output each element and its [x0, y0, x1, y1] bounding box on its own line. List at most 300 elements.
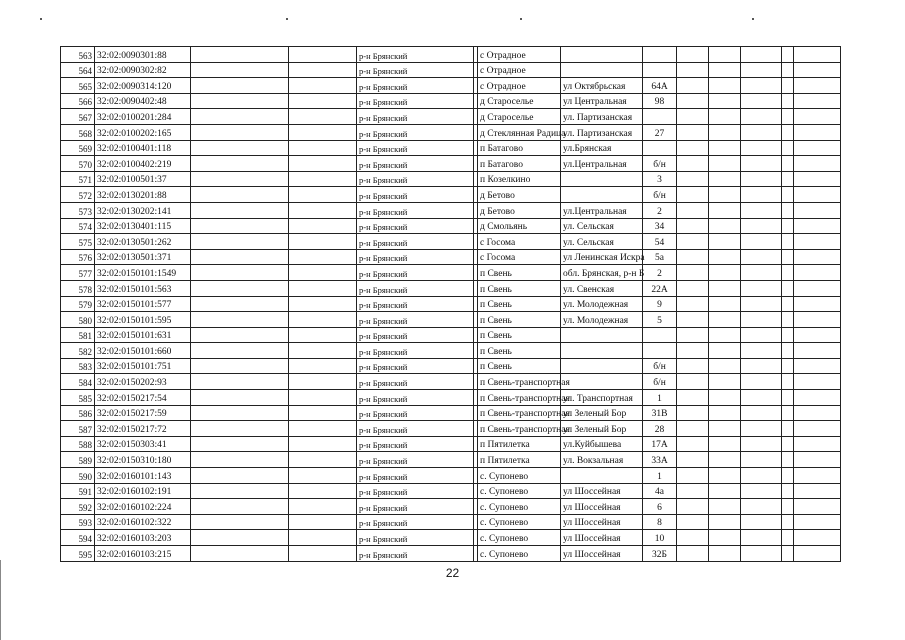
cell-c11 — [709, 468, 741, 484]
cell-c13 — [782, 265, 794, 281]
cell-c12 — [741, 514, 782, 530]
table-row — [61, 296, 841, 312]
cell-street — [561, 327, 643, 343]
cell-street: ул. Молодежная — [561, 296, 643, 312]
cell-cadastral: 32:02:0160103:203 — [95, 530, 191, 546]
cell-c4 — [289, 405, 357, 421]
cell-c13 — [782, 343, 794, 359]
cell-street: ул.Брянская — [561, 140, 643, 156]
cell-c14 — [794, 47, 841, 63]
cell-house: 10 — [643, 530, 677, 546]
cell-c10 — [677, 280, 709, 296]
cell-street — [561, 374, 643, 390]
table-row — [61, 358, 841, 374]
cell-c4 — [289, 312, 357, 328]
table-row — [61, 546, 841, 562]
cell-house: 2 — [643, 202, 677, 218]
cell-house — [643, 62, 677, 78]
cell-c14 — [794, 156, 841, 172]
cell-rayon: р-н Брянский — [357, 109, 474, 125]
cell-c3 — [191, 202, 289, 218]
cell-c3 — [191, 327, 289, 343]
cell-c3 — [191, 62, 289, 78]
cell-c13 — [782, 93, 794, 109]
cell-locality: д Староселье — [478, 109, 561, 125]
cell-c12 — [741, 140, 782, 156]
cell-c3 — [191, 530, 289, 546]
cell-c10 — [677, 156, 709, 172]
cell-c10 — [677, 249, 709, 265]
cell-c11 — [709, 343, 741, 359]
cell-house: б/н — [643, 156, 677, 172]
cell-c14 — [794, 202, 841, 218]
cell-locality: п Свень — [478, 312, 561, 328]
cell-street: ул. Партизанская — [561, 124, 643, 140]
cell-c14 — [794, 265, 841, 281]
cell-rayon: р-н Брянский — [357, 468, 474, 484]
cell-c10 — [677, 514, 709, 530]
cell-c4 — [289, 390, 357, 406]
cell-c3 — [191, 265, 289, 281]
cell-c10 — [677, 78, 709, 94]
cell-c12 — [741, 171, 782, 187]
table-row — [61, 93, 841, 109]
cell-c14 — [794, 436, 841, 452]
table-row — [61, 187, 841, 203]
cell-c11 — [709, 421, 741, 437]
cell-c11 — [709, 93, 741, 109]
cell-rayon: р-н Брянский — [357, 296, 474, 312]
cell-c11 — [709, 78, 741, 94]
cell-rayon: р-н Брянский — [357, 187, 474, 203]
cell-num: 577 — [61, 265, 95, 281]
cell-street: ул.Центральная — [561, 202, 643, 218]
cell-c13 — [782, 62, 794, 78]
cell-rayon: р-н Брянский — [357, 93, 474, 109]
cell-num: 589 — [61, 452, 95, 468]
cell-c3 — [191, 187, 289, 203]
cell-c3 — [191, 499, 289, 515]
cell-street: ул Зеленый Бор — [561, 405, 643, 421]
cell-street — [561, 343, 643, 359]
cell-num: 579 — [61, 296, 95, 312]
cell-cadastral: 32:02:0160101:143 — [95, 468, 191, 484]
cell-c3 — [191, 468, 289, 484]
cell-c12 — [741, 202, 782, 218]
table-row — [61, 62, 841, 78]
cell-c12 — [741, 530, 782, 546]
cell-rayon: р-н Брянский — [357, 405, 474, 421]
cell-num: 588 — [61, 436, 95, 452]
cell-c10 — [677, 483, 709, 499]
cell-locality: п Батагово — [478, 140, 561, 156]
cell-num: 572 — [61, 187, 95, 203]
cell-cadastral: 32:02:0150101:595 — [95, 312, 191, 328]
cell-c13 — [782, 187, 794, 203]
cell-c12 — [741, 436, 782, 452]
cell-c14 — [794, 452, 841, 468]
cell-house: 1 — [643, 468, 677, 484]
cell-house: 1 — [643, 390, 677, 406]
cell-c10 — [677, 187, 709, 203]
scan-dot — [286, 18, 288, 20]
cell-c10 — [677, 468, 709, 484]
cell-c13 — [782, 156, 794, 172]
cell-num: 586 — [61, 405, 95, 421]
cell-c4 — [289, 327, 357, 343]
cell-house — [643, 109, 677, 125]
cell-house — [643, 47, 677, 63]
cell-c11 — [709, 171, 741, 187]
cell-c4 — [289, 109, 357, 125]
table-row — [61, 374, 841, 390]
cell-c11 — [709, 249, 741, 265]
cell-c10 — [677, 436, 709, 452]
cell-house: б/н — [643, 187, 677, 203]
cell-c12 — [741, 452, 782, 468]
cell-c4 — [289, 187, 357, 203]
table-row — [61, 468, 841, 484]
cell-c14 — [794, 546, 841, 562]
cell-c14 — [794, 358, 841, 374]
cell-c10 — [677, 499, 709, 515]
cell-cadastral: 32:02:0090314:120 — [95, 78, 191, 94]
cell-house: 28 — [643, 421, 677, 437]
cell-house: 34 — [643, 218, 677, 234]
cell-rayon: р-н Брянский — [357, 530, 474, 546]
cell-street: ул. Трaнспортная — [561, 390, 643, 406]
cell-c11 — [709, 202, 741, 218]
cell-house: 5 — [643, 312, 677, 328]
page-number: 22 — [445, 566, 460, 580]
cell-c11 — [709, 312, 741, 328]
cell-c14 — [794, 530, 841, 546]
table-row — [61, 156, 841, 172]
cell-num: 578 — [61, 280, 95, 296]
cell-c3 — [191, 390, 289, 406]
cell-c10 — [677, 312, 709, 328]
cell-cadastral: 32:02:0150101:660 — [95, 343, 191, 359]
cell-c11 — [709, 436, 741, 452]
cell-cadastral: 32:02:0090301:88 — [95, 47, 191, 63]
cell-c13 — [782, 171, 794, 187]
cell-cadastral: 32:02:0130201:88 — [95, 187, 191, 203]
cell-cadastral: 32:02:0150310:180 — [95, 452, 191, 468]
cell-c4 — [289, 140, 357, 156]
cell-c11 — [709, 405, 741, 421]
cell-locality: с Отрадное — [478, 78, 561, 94]
cell-cadastral: 32:02:0100201:284 — [95, 109, 191, 125]
cell-rayon: р-н Брянский — [357, 171, 474, 187]
table-row — [61, 405, 841, 421]
cell-c13 — [782, 436, 794, 452]
cell-house: 27 — [643, 124, 677, 140]
cell-c3 — [191, 483, 289, 499]
cell-cadastral: 32:02:0090402:48 — [95, 93, 191, 109]
cell-c4 — [289, 343, 357, 359]
cell-c3 — [191, 514, 289, 530]
table-row — [61, 265, 841, 281]
cell-c3 — [191, 358, 289, 374]
cell-c4 — [289, 468, 357, 484]
cell-street: ул. Партизанская — [561, 109, 643, 125]
cell-rayon: р-н Брянский — [357, 514, 474, 530]
cell-cadastral: 32:02:0160102:322 — [95, 514, 191, 530]
cell-num: 591 — [61, 483, 95, 499]
cell-cadastral: 32:02:0100401:118 — [95, 140, 191, 156]
cell-c11 — [709, 499, 741, 515]
cell-c13 — [782, 109, 794, 125]
cell-num: 564 — [61, 62, 95, 78]
cell-cadastral: 32:02:0150101:631 — [95, 327, 191, 343]
cell-c12 — [741, 358, 782, 374]
cell-street — [561, 47, 643, 63]
cell-c12 — [741, 296, 782, 312]
cell-c11 — [709, 452, 741, 468]
cell-num: 576 — [61, 249, 95, 265]
cell-c3 — [191, 405, 289, 421]
cell-c13 — [782, 124, 794, 140]
cell-locality: п Свень — [478, 358, 561, 374]
cell-house: 2 — [643, 265, 677, 281]
cell-house: 17А — [643, 436, 677, 452]
cell-locality: с. Супонево — [478, 499, 561, 515]
cell-c10 — [677, 109, 709, 125]
cell-c12 — [741, 234, 782, 250]
cell-c4 — [289, 483, 357, 499]
cell-c3 — [191, 421, 289, 437]
cell-locality: д Стеклянная Радица — [478, 124, 561, 140]
cell-c14 — [794, 171, 841, 187]
cell-c4 — [289, 218, 357, 234]
cell-c14 — [794, 78, 841, 94]
cell-c14 — [794, 234, 841, 250]
cell-street: ул. Вокзальная — [561, 452, 643, 468]
cell-c11 — [709, 280, 741, 296]
cell-c3 — [191, 436, 289, 452]
cell-cadastral: 32:02:0150101:577 — [95, 296, 191, 312]
cell-locality: п Пятилетка — [478, 436, 561, 452]
cell-c14 — [794, 312, 841, 328]
cell-c14 — [794, 124, 841, 140]
cell-rayon: р-н Брянский — [357, 343, 474, 359]
cell-c3 — [191, 374, 289, 390]
cell-c14 — [794, 468, 841, 484]
cell-num: 563 — [61, 47, 95, 63]
cell-c4 — [289, 249, 357, 265]
table-row — [61, 436, 841, 452]
table-row — [61, 47, 841, 63]
cell-house: 4а — [643, 483, 677, 499]
table-row — [61, 327, 841, 343]
cell-num: 570 — [61, 156, 95, 172]
cell-locality: п Свень — [478, 265, 561, 281]
table-row — [61, 530, 841, 546]
cell-c14 — [794, 514, 841, 530]
cell-cadastral: 32:02:0150101:1549 — [95, 265, 191, 281]
cell-house: 31В — [643, 405, 677, 421]
cell-c14 — [794, 421, 841, 437]
cell-c3 — [191, 249, 289, 265]
cell-num: 567 — [61, 109, 95, 125]
cell-c4 — [289, 436, 357, 452]
cell-c11 — [709, 358, 741, 374]
cell-c13 — [782, 312, 794, 328]
cell-c11 — [709, 546, 741, 562]
cell-c13 — [782, 483, 794, 499]
cell-rayon: р-н Брянский — [357, 280, 474, 296]
table-row — [61, 280, 841, 296]
cell-c12 — [741, 468, 782, 484]
cell-c10 — [677, 546, 709, 562]
cell-c12 — [741, 78, 782, 94]
cell-cadastral: 32:02:0150217:54 — [95, 390, 191, 406]
table-body — [61, 47, 841, 562]
cell-c14 — [794, 390, 841, 406]
cell-c13 — [782, 202, 794, 218]
cell-c10 — [677, 171, 709, 187]
cell-c12 — [741, 374, 782, 390]
cell-house: б/н — [643, 358, 677, 374]
cell-c12 — [741, 343, 782, 359]
cell-house: 32Б — [643, 546, 677, 562]
cell-street: ул Шоссейная — [561, 546, 643, 562]
cell-house: 6 — [643, 499, 677, 515]
table-row — [61, 171, 841, 187]
cell-c14 — [794, 140, 841, 156]
cell-street: ул. Молодежная — [561, 312, 643, 328]
table-row — [61, 218, 841, 234]
table-row — [61, 483, 841, 499]
cell-c4 — [289, 530, 357, 546]
cell-rayon: р-н Брянский — [357, 47, 474, 63]
registry-table — [60, 46, 841, 562]
cell-house: 8 — [643, 514, 677, 530]
cell-locality: п Свень-транспортная — [478, 421, 561, 437]
cell-locality: п Свень-транспортная — [478, 374, 561, 390]
cell-c10 — [677, 124, 709, 140]
cell-cadastral: 32:02:0150202:93 — [95, 374, 191, 390]
cell-c11 — [709, 530, 741, 546]
cell-cadastral: 32:02:0090302:82 — [95, 62, 191, 78]
cell-c4 — [289, 280, 357, 296]
cell-street: ул Центральная — [561, 93, 643, 109]
cell-c4 — [289, 171, 357, 187]
cell-street: ул Шоссейная — [561, 514, 643, 530]
cell-c13 — [782, 499, 794, 515]
cell-c4 — [289, 452, 357, 468]
cell-c13 — [782, 530, 794, 546]
cell-cadastral: 32:02:0130501:371 — [95, 249, 191, 265]
cell-c4 — [289, 156, 357, 172]
cell-c11 — [709, 124, 741, 140]
cell-c10 — [677, 202, 709, 218]
cell-c4 — [289, 124, 357, 140]
cell-c14 — [794, 483, 841, 499]
cell-c10 — [677, 327, 709, 343]
cell-rayon: р-н Брянский — [357, 358, 474, 374]
cell-locality: д Бетово — [478, 202, 561, 218]
cell-c12 — [741, 312, 782, 328]
cell-cadastral: 32:02:0100501:37 — [95, 171, 191, 187]
cell-c14 — [794, 405, 841, 421]
cell-locality: д Староселье — [478, 93, 561, 109]
cell-rayon: р-н Брянский — [357, 249, 474, 265]
cell-num: 573 — [61, 202, 95, 218]
table-row — [61, 390, 841, 406]
cell-c13 — [782, 452, 794, 468]
cell-c11 — [709, 156, 741, 172]
cell-rayon: р-н Брянский — [357, 421, 474, 437]
cell-cadastral: 32:02:0160102:224 — [95, 499, 191, 515]
cell-c12 — [741, 390, 782, 406]
cell-street — [561, 62, 643, 78]
cell-c11 — [709, 296, 741, 312]
cell-c10 — [677, 421, 709, 437]
cell-house: 33А — [643, 452, 677, 468]
cell-rayon: р-н Брянский — [357, 202, 474, 218]
cell-num: 594 — [61, 530, 95, 546]
cell-c13 — [782, 421, 794, 437]
cell-c3 — [191, 156, 289, 172]
cell-cadastral: 32:02:0130501:262 — [95, 234, 191, 250]
cell-c13 — [782, 390, 794, 406]
cell-c10 — [677, 265, 709, 281]
cell-c12 — [741, 280, 782, 296]
cell-house: 64А — [643, 78, 677, 94]
cell-cadastral: 32:02:0130202:141 — [95, 202, 191, 218]
table-row — [61, 78, 841, 94]
cell-c4 — [289, 47, 357, 63]
cell-c13 — [782, 234, 794, 250]
table-row — [61, 499, 841, 515]
table-row — [61, 140, 841, 156]
cell-c3 — [191, 296, 289, 312]
cell-c4 — [289, 499, 357, 515]
table-row — [61, 234, 841, 250]
cell-c11 — [709, 390, 741, 406]
cell-locality: п Свень-транспортная — [478, 405, 561, 421]
cell-rayon: р-н Брянский — [357, 374, 474, 390]
cell-c4 — [289, 514, 357, 530]
cell-c10 — [677, 47, 709, 63]
cell-c3 — [191, 452, 289, 468]
cell-num: 565 — [61, 78, 95, 94]
cell-rayon: р-н Брянский — [357, 156, 474, 172]
cell-locality: с Отрадное — [478, 47, 561, 63]
cell-street: ул Зеленый Бор — [561, 421, 643, 437]
scan-dot — [40, 18, 42, 20]
cell-c4 — [289, 421, 357, 437]
cell-c11 — [709, 47, 741, 63]
cell-rayon: р-н Брянский — [357, 124, 474, 140]
cell-rayon: р-н Брянский — [357, 234, 474, 250]
cell-num: 585 — [61, 390, 95, 406]
cell-c10 — [677, 343, 709, 359]
cell-rayon: р-н Брянский — [357, 327, 474, 343]
cell-c11 — [709, 514, 741, 530]
cell-c12 — [741, 109, 782, 125]
cell-c10 — [677, 296, 709, 312]
cell-house — [643, 140, 677, 156]
cell-c11 — [709, 234, 741, 250]
cell-c3 — [191, 218, 289, 234]
cell-c12 — [741, 405, 782, 421]
cell-cadastral: 32:02:0100202:165 — [95, 124, 191, 140]
table-row — [61, 109, 841, 125]
cell-locality: п Свень — [478, 343, 561, 359]
cell-c13 — [782, 218, 794, 234]
